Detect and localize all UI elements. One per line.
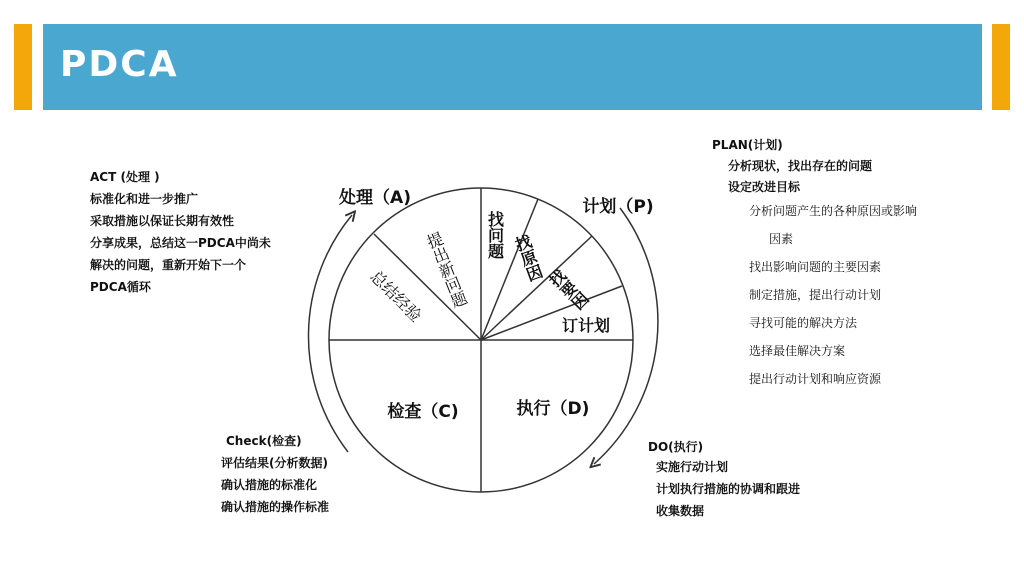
plan-sub-line: 选择最佳解决方案 bbox=[749, 344, 846, 358]
do-note bbox=[656, 456, 800, 522]
plan-sub-line: 提出行动计划和响应资源 bbox=[749, 372, 882, 386]
plan-sub-line: 因素 bbox=[769, 232, 794, 246]
act-note-line: PDCA循环 bbox=[90, 280, 151, 294]
act-quadrant-label: 处理（A) bbox=[339, 188, 411, 208]
check-quadrant-label: 检查（C) bbox=[387, 402, 459, 422]
check-note-line: 确认措施的标准化 bbox=[221, 478, 318, 492]
page-title: PDCA bbox=[60, 44, 179, 85]
do-note-title: DO(执行) bbox=[648, 440, 704, 454]
act-note bbox=[90, 166, 271, 298]
act-note-line: 采取措施以保证长期有效性 bbox=[90, 214, 235, 228]
plan-quadrant-label: 计划（P) bbox=[582, 197, 654, 217]
act-segment-summarize: 总结经验 bbox=[366, 266, 426, 326]
check-note-line: 确认措施的操作标准 bbox=[221, 500, 330, 514]
check-note-line: 评估结果(分析数据) bbox=[221, 456, 328, 470]
plan-segment-make-plan: 订计划 bbox=[561, 316, 611, 335]
do-note-line: 计划执行措施的协调和跟进 bbox=[656, 482, 801, 496]
plan-note-title: PLAN(计划) bbox=[712, 138, 783, 152]
check-note bbox=[221, 452, 329, 518]
plan-segment-find-cause: 找原因 bbox=[510, 232, 546, 284]
check-to-act-arrow bbox=[308, 215, 352, 452]
act-note-line: 标准化和进一步推广 bbox=[90, 192, 199, 206]
plan-sub-line: 分析问题产生的各种原因或影响 bbox=[749, 204, 918, 218]
do-note-line: 实施行动计划 bbox=[656, 460, 729, 474]
check-note-title: Check(检查) bbox=[226, 434, 302, 448]
plan-sub-line: 找出影响问题的主要因素 bbox=[749, 260, 882, 274]
act-note-line: 解决的问题，重新开始下一个 bbox=[90, 258, 247, 272]
plan-sub-line: 制定措施，提出行动计划 bbox=[749, 288, 882, 302]
act-note-line: 分享成果，总结这一PDCA中尚未 bbox=[90, 236, 271, 250]
plan-to-do-arrow bbox=[594, 208, 658, 464]
plan-sub-line: 寻找可能的解决方法 bbox=[749, 316, 858, 330]
do-quadrant-label: 执行（D) bbox=[516, 399, 590, 419]
do-note-line: 收集数据 bbox=[656, 504, 705, 518]
plan-segment-find-key-cause: 找要因 bbox=[544, 266, 592, 314]
act-segment-new-problems: 提出新问题 bbox=[422, 229, 470, 311]
plan-sub-list bbox=[749, 197, 917, 393]
plan-note-line: 设定改进目标 bbox=[728, 180, 801, 194]
act-note-title: ACT (处理 ) bbox=[90, 170, 160, 184]
plan-segment-find-problem: 找问题 bbox=[485, 211, 505, 259]
plan-note-line: 分析现状，找出存在的问题 bbox=[728, 159, 873, 173]
plan-note bbox=[728, 156, 872, 198]
